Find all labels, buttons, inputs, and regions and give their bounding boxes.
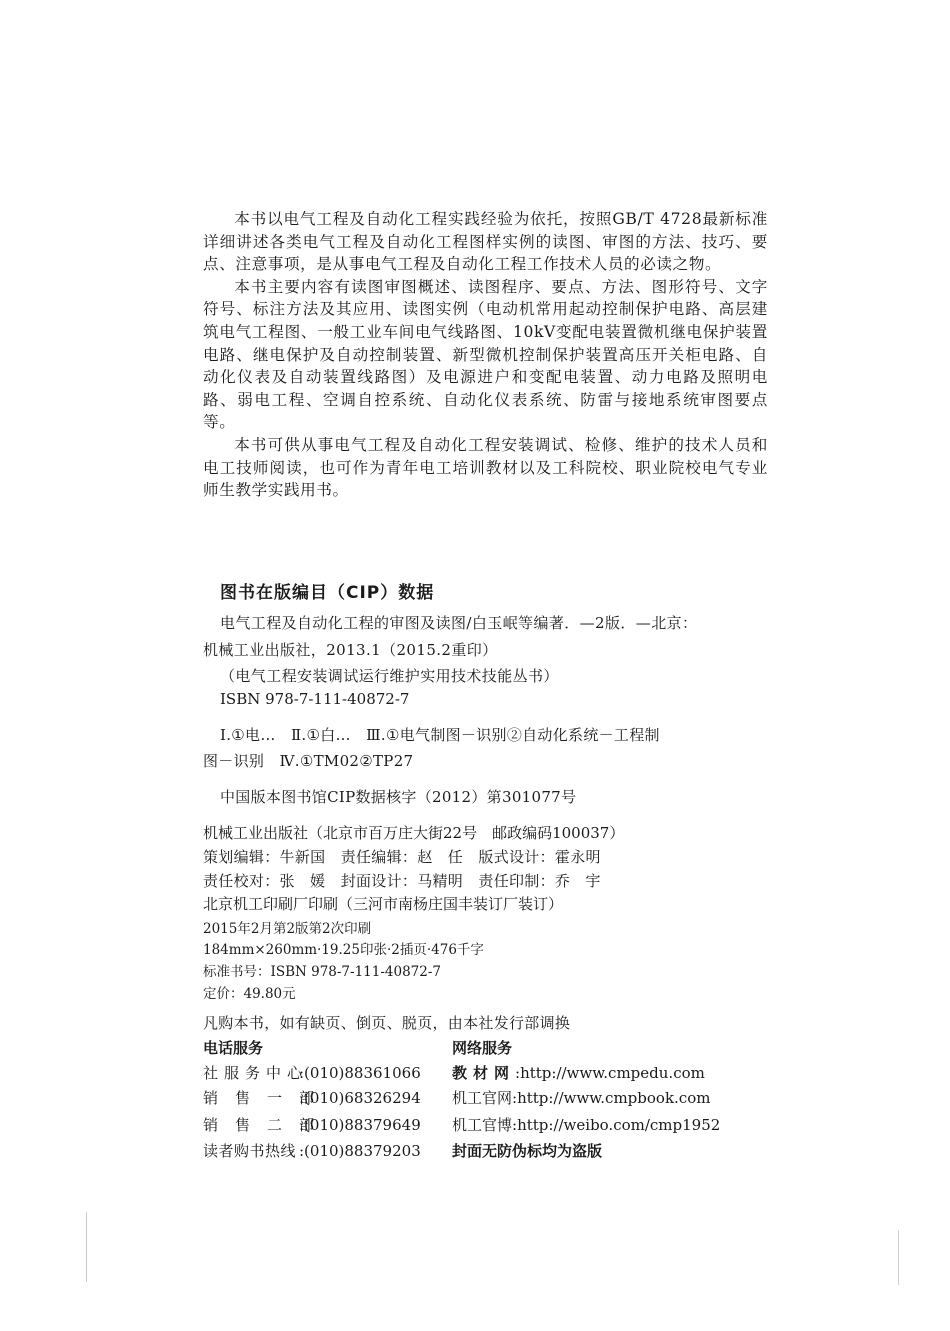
replacement-notice: 凡购本书，如有缺页、倒页、脱页，由本社发行部调换 xyxy=(203,1014,571,1032)
web-url[interactable]: :http://weibo.com/cmp1952 xyxy=(512,1116,721,1134)
printer-line: 北京机工印刷厂印刷（三河市南杨庄国丰装订厂装订） xyxy=(203,895,564,913)
phone-label: 销售一部 xyxy=(203,1089,332,1107)
anti-counterfeit-notice: 封面无防伪标均为盗版 xyxy=(452,1142,603,1160)
edition-line: 2015年2月第2版第2次印刷 xyxy=(203,921,372,937)
scan-edge-mark-left xyxy=(86,1212,87,1282)
web-label: 机工官网 xyxy=(452,1089,513,1107)
phone-number: :(010)88379203 xyxy=(299,1142,421,1160)
phone-number: :(010)68326294 xyxy=(299,1089,421,1107)
proofers-line: 责任校对：张 媛 封面设计：马精明 责任印制：乔 宇 xyxy=(203,872,601,890)
web-label: 机工官博 xyxy=(452,1116,513,1134)
cip-record-number: 中国版本图书馆CIP数据核字（2012）第301077号 xyxy=(220,788,577,806)
phone-row-hotline xyxy=(203,1140,421,1161)
summary-paragraph-2: 本书主要内容有读图审图概述、读图程序、要点、方法、图形符号、文字符号、标注方法及其应用、读图实例（电动机常用起动控制保护电路、高层建筑电气工程图、一般工业车间电气线路图、10kV变配电装置微机继电保护装置电路、继电保护及自动控制装置、新型微机控制保护装置高压开关柜电路、自动化仪表及自动装置线路图）及电源进户和变配电装置、动力电路及照明电路、弱电工程、空调自控系统、自动化仪表系统、防雷与接地系统审图要点等。 xyxy=(203,277,768,432)
phone-label: 社服务中心 xyxy=(203,1064,309,1082)
web-row-weibo xyxy=(452,1114,720,1135)
cip-heading: 图书在版编目（CIP）数据 xyxy=(220,583,435,603)
web-row-textbook xyxy=(452,1062,705,1083)
summary-paragraph-3: 本书可供从事电气工程及自动化工程安装调试、检修、维护的技术人员和电工技师阅读，也可作为青年电工培训教材以及工科院校、职业院校电气专业师生教学实践用书。 xyxy=(203,435,768,500)
cip-title-line1: 电气工程及自动化工程的审图及读图/白玉岷等编著．—2版．—北京： xyxy=(220,614,698,632)
price: 定价：49.80元 xyxy=(203,986,296,1002)
editors-line: 策划编辑：牛新国 责任编辑：赵 任 版式设计：霍永明 xyxy=(203,848,601,866)
web-url[interactable]: :http://www.cmpedu.com xyxy=(515,1064,705,1082)
cip-series: （电气工程安装调试运行维护实用技术技能丛书） xyxy=(220,667,559,685)
phone-label: 销售二部 xyxy=(203,1116,332,1134)
scan-edge-mark-right xyxy=(898,1230,899,1285)
phone-service-heading: 电话服务 xyxy=(203,1039,264,1057)
phone-row-service-center xyxy=(203,1062,421,1083)
summary-paragraph-1: 本书以电气工程及自动化工程实践经验为依托，按照GB/T 4728最新标准详细讲述各类电气工程及自动化工程图样实例的读图、审图的方法、技巧、要点、注意事项，是从事电气工程及自动化工程工作技术人员的必读之物。 xyxy=(203,210,768,274)
cip-classification-line1: Ⅰ.①电… Ⅱ.①白… Ⅲ.①电气制图－识别②自动化系统－工程制 xyxy=(220,726,660,744)
phone-row-sales-2 xyxy=(203,1114,421,1135)
book-summary xyxy=(203,208,768,502)
cip-title-line2: 机械工业出版社，2013.1（2015.2重印） xyxy=(203,641,498,659)
phone-row-sales-1 xyxy=(203,1087,421,1108)
phone-number: :(010)88379649 xyxy=(299,1116,421,1134)
format-line: 184mm×260mm·19.25印张·2插页·476千字 xyxy=(203,942,484,958)
publisher-address: 机械工业出版社（北京市百万庄大街22号 邮政编码100037） xyxy=(203,824,625,842)
phone-number: :(010)88361066 xyxy=(299,1064,421,1082)
web-url[interactable]: :http://www.cmpbook.com xyxy=(512,1089,711,1107)
web-row-official xyxy=(452,1087,710,1108)
web-service-heading: 网络服务 xyxy=(452,1039,513,1057)
cip-isbn: ISBN 978-7-111-40872-7 xyxy=(220,690,410,708)
web-label: 教材网 xyxy=(452,1064,516,1082)
cip-classification-line2: 图－识别 Ⅳ.①TM02②TP27 xyxy=(203,752,414,770)
standard-isbn: 标准书号：ISBN 978-7-111-40872-7 xyxy=(203,964,442,980)
phone-label: 读者购书热线 xyxy=(203,1142,297,1160)
